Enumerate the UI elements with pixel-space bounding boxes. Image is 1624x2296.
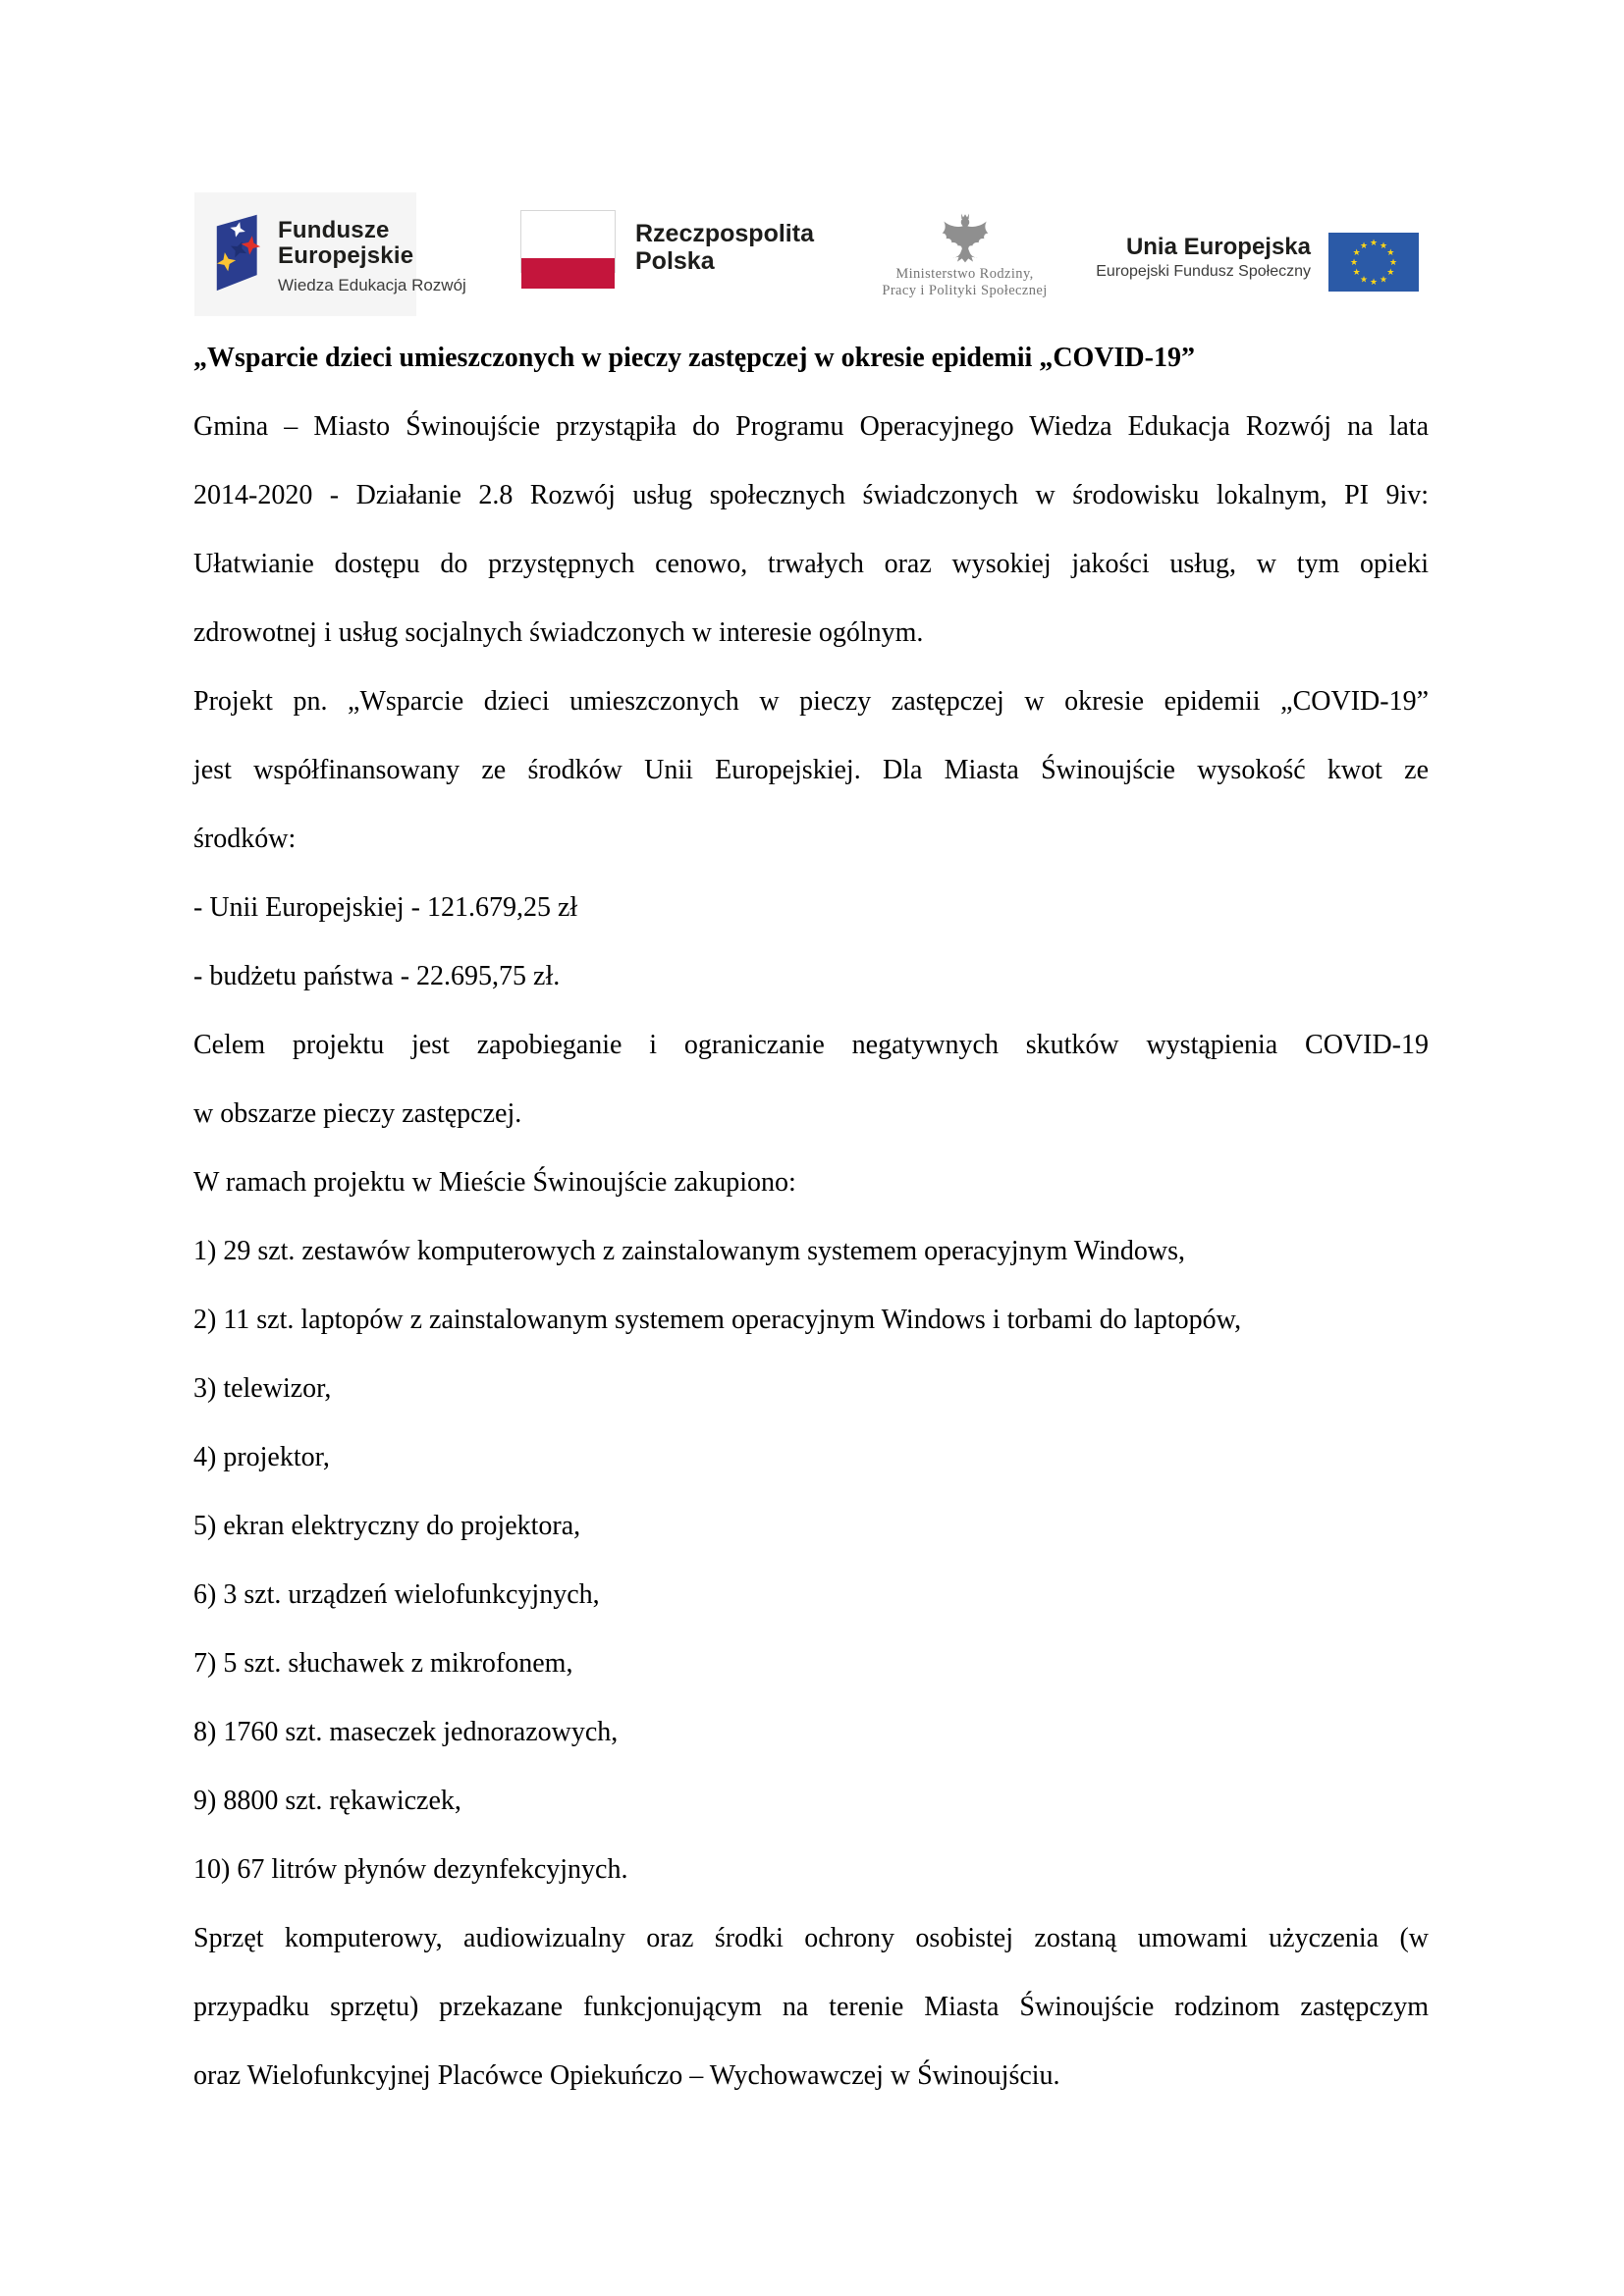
logo-unia-europejska bbox=[1021, 235, 1419, 292]
eu-title: Unia Europejska bbox=[1125, 234, 1311, 260]
text-line: Ułatwianie dostępu do przystępnych cenowo, trwałych oraz wysokiej jakości usług, w tym opieki bbox=[193, 549, 1429, 579]
svg-text:★: ★ bbox=[1359, 240, 1369, 251]
svg-text:★: ★ bbox=[1386, 248, 1395, 259]
svg-text:★: ★ bbox=[1369, 278, 1379, 289]
fundusze-europejskie-flag-icon bbox=[215, 208, 262, 296]
text-line: Gmina – Miasto Świnoujście przystąpiła do Programu Operacyjnego Wiedza Edukacja Rozwój na lata bbox=[193, 411, 1429, 442]
svg-text:★: ★ bbox=[1352, 248, 1361, 259]
text-line: Sprzęt komputerowy, audiowizualny oraz środki ochrony osobistej zostaną umowami użyczenia (w bbox=[193, 1923, 1429, 1953]
svg-text:★: ★ bbox=[1359, 275, 1369, 286]
text-line: - budżetu państwa - 22.695,75 zł. bbox=[193, 961, 561, 991]
poland-flag-red-stripe bbox=[521, 258, 615, 289]
eu-flag-icon bbox=[1328, 233, 1419, 292]
svg-text:★: ★ bbox=[1388, 258, 1398, 269]
eagle-icon bbox=[940, 207, 991, 264]
text-line: 6) 3 szt. urządzeń wielofunkcyjnych, bbox=[193, 1579, 600, 1610]
text-line: Projekt pn. „Wsparcie dzieci umieszczonych w pieczy zastępczej w okresie epidemii „COVID-19” bbox=[193, 686, 1429, 717]
svg-text:★: ★ bbox=[1379, 275, 1388, 286]
text-line: W ramach projektu w Mieście Świnoujście zakupiono: bbox=[193, 1167, 796, 1198]
eu-logo-text bbox=[1021, 235, 1311, 281]
ministry-line2: Pracy i Polityki Społecznej bbox=[882, 283, 1048, 298]
text-line: oraz Wielofunkcyjnej Placówce Opiekuńczo – Wychowawczej w Świnoujściu. bbox=[193, 2060, 1060, 2091]
poland-title-line2: Polska bbox=[635, 247, 715, 275]
svg-text:★: ★ bbox=[1349, 258, 1359, 269]
text-line: 9) 8800 szt. rękawiczek, bbox=[193, 1786, 461, 1816]
text-line: 8) 1760 szt. maseczek jednorazowych, bbox=[193, 1717, 619, 1747]
text-line: - Unii Europejskiej - 121.679,25 zł bbox=[193, 892, 578, 923]
ministry-line1: Ministerstwo Rodziny, bbox=[895, 266, 1034, 282]
text-line: 5) ekran elektryczny do projektora, bbox=[193, 1511, 581, 1541]
text-line: 10) 67 litrów płynów dezynfekcyjnych. bbox=[193, 1854, 628, 1885]
text-line: Celem projektu jest zapobieganie i ograniczanie negatywnych skutków wystąpienia COVID-19 bbox=[193, 1030, 1429, 1060]
text-line: 2014-2020 - Działanie 2.8 Rozwój usług społecznych świadczonych w środowisku lokalnym, PI 9iv: bbox=[193, 480, 1429, 510]
svg-text:★: ★ bbox=[1386, 268, 1395, 279]
fundusze-subtitle: Wiedza Edukacja Rozwój bbox=[278, 276, 466, 294]
poland-flag-icon bbox=[520, 210, 616, 273]
eu-subtitle: Europejski Fundusz Społeczny bbox=[1096, 263, 1311, 280]
text-line: jest współfinansowany ze środków Unii Europejskiej. Dla Miasta Świnoujście wysokość kwot ze bbox=[193, 755, 1429, 785]
logo-rzeczpospolita-polska bbox=[520, 210, 814, 275]
fundusze-title-line2: Europejskie bbox=[278, 242, 414, 269]
poland-logo-text bbox=[635, 210, 814, 275]
document-title: „Wsparcie dzieci umieszczonych w pieczy zastępczej w okresie epidemii „COVID-19” bbox=[193, 343, 1195, 373]
text-line: 3) telewizor, bbox=[193, 1373, 332, 1404]
text-line: 2) 11 szt. laptopów z zainstalowanym systemem operacyjnym Windows i torbami do laptopów, bbox=[193, 1305, 1242, 1335]
text-line: środków: bbox=[193, 824, 297, 854]
document-body bbox=[193, 324, 1429, 2110]
text-line: w obszarze pieczy zastępczej. bbox=[193, 1098, 522, 1129]
text-line: zdrowotnej i usług socjalnych świadczonych w interesie ogólnym. bbox=[193, 617, 924, 648]
svg-text:★: ★ bbox=[1369, 239, 1379, 249]
fundusze-title-line1: Fundusze bbox=[278, 217, 390, 243]
text-line: 4) projektor, bbox=[193, 1442, 330, 1472]
logo-strip bbox=[0, 0, 1624, 334]
fundusze-logo-text bbox=[278, 208, 466, 296]
poland-title-line1: Rzeczpospolita bbox=[635, 220, 814, 247]
svg-text:★: ★ bbox=[1352, 268, 1361, 279]
text-line: przypadku sprzętu) przekazane funkcjonującym na terenie Miasta Świnoujście rodzinom zastępczym bbox=[193, 1992, 1429, 2022]
text-line: 7) 5 szt. słuchawek z mikrofonem, bbox=[193, 1648, 573, 1679]
text-line: 1) 29 szt. zestawów komputerowych z zainstalowanym systemem operacyjnym Windows, bbox=[193, 1236, 1186, 1266]
svg-text:★: ★ bbox=[1379, 240, 1388, 251]
logo-fundusze-europejskie bbox=[215, 208, 466, 296]
